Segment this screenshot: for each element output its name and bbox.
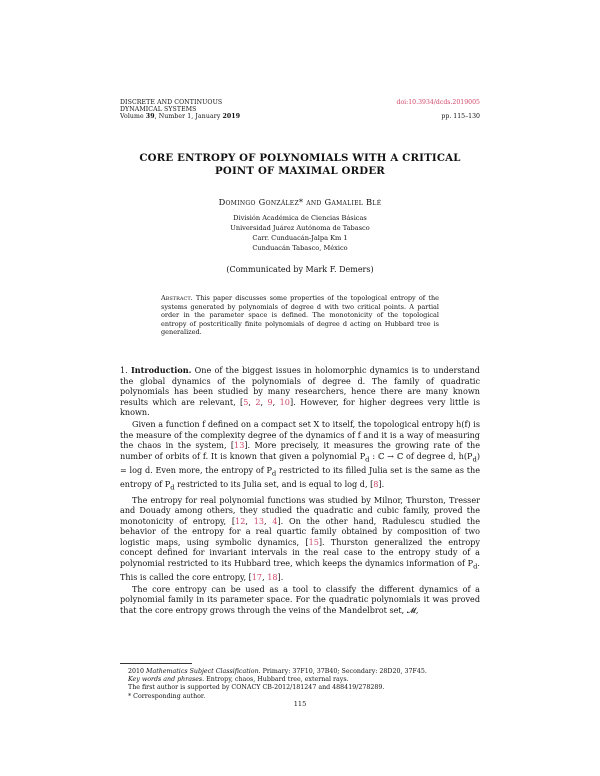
citation[interactable]: 18 [267, 571, 278, 582]
citation[interactable]: 12 [235, 515, 246, 526]
journal-name-line1: DISCRETE AND CONTINUOUS [120, 99, 223, 106]
citation[interactable]: 17 [251, 571, 263, 582]
footnote-rule [120, 663, 192, 664]
citation[interactable]: 15 [308, 536, 319, 547]
citation[interactable]: 9 [267, 396, 273, 407]
citation[interactable]: 5 [243, 396, 249, 407]
paragraph-4: The core entropy can be used as a tool to classify the different dynamics of a polynomial family in its parameter space. For the quadratic polynomials it was proved that the core entropy grows through the veins of the Mandelbrot set, 𝓜, [120, 583, 480, 615]
citation[interactable]: 10 [279, 396, 290, 407]
citation[interactable]: 2 [255, 396, 261, 407]
citation[interactable]: 13 [253, 515, 264, 526]
paper-title: CORE ENTROPY OF POLYNOMIALS WITH A CRITICAL POINT OF MAXIMAL ORDER [139, 152, 461, 177]
abstract [161, 294, 439, 337]
paragraph-1: 1. Introduction. One of the biggest issues in holomorphic dynamics is to understand the global dynamics of the polynomials of degree d. The family of quadratic polynomials has been studied by many researchers, hence there are many known results which are relevant, [5, 2, 9, 10]. However, for higher degrees very little is known. [120, 365, 480, 417]
citation[interactable]: 4 [272, 515, 278, 526]
footnote-funding: The first author is supported by CONACY CB-2012/181247 and 488419/278289. [128, 684, 385, 692]
paragraph-2: Given a function f defined on a compact set X to itself, the topological entropy h(f) is the measure of the complexity degree of the dynamics of f and it is a way of measuring the chaos in the system, [13]. More precisely, it measures the growing rate of the number of orbits of f. It is known that given a polynomial $P_d$ : ℂ → ℂ of degree d, $h(P_d) = \log d$. Even more, the entropy of $P_d$ restricted to its filled Julia set is the same as the entropy of $P_d$ restricted to its Julia set, and is equal to log d, [8]. [120, 419, 480, 492]
journal-name-line2: DYNAMICAL SYSTEMS [120, 106, 197, 114]
page-range: pp. 115–130 [441, 113, 480, 121]
citation[interactable]: 8 [373, 478, 379, 489]
doi-header [396, 99, 480, 121]
footnote-corresponding: * Corresponding author. [128, 692, 206, 700]
doi-link[interactable]: doi:10.3934/dcds.2019005 [396, 99, 480, 106]
volume-line: Volume 39, Number 1, January 2019 [120, 113, 241, 121]
footnote-msc: 2010 Mathematics Subject Classification. Primary: 37F10, 37B40; Secondary: 28D20, 37F45. [128, 668, 427, 675]
page-number: 115 [293, 700, 307, 708]
authors: Domingo González* and Gamaliel Blé [218, 197, 382, 207]
citation[interactable]: 13 [234, 440, 245, 451]
body-text [120, 365, 480, 617]
journal-header [120, 99, 240, 121]
communicated-by: (Communicated by Mark F. Demers) [226, 265, 374, 274]
footnote-keywords: Key words and phrases. Entropy, chaos, Hubbard tree, external rays. [128, 676, 349, 684]
abstract-label: Abstract. [161, 294, 193, 302]
affiliation: División Académica de Ciencias Básicas Universidad Juárez Autónoma de Tabasco Carr. Cunduacán-Jalpa Km 1 Cunduacán Tabasco, México [230, 214, 370, 253]
abstract-text: This paper discusses some properties of the topological entropy of the systems generated by polynomials of degree d with two critical points. A partial order in the parameter space is defined. The monotonicity of the topological entropy of postcritically finite polynomials of degree d acting on Hubbard tree is generalized. [161, 294, 439, 337]
paragraph-3: The entropy for real polynomial functions was studied by Milnor, Thurston, Tresser and Douady among others, they studied the quadratic and cubic family, proved the monotonicity of entropy, [12, 13, 4]. On the other hand, Radulescu studied the behavior of the entropy for a real quartic family obtained by composition of two logistic maps, using symbolic dynamics, [15]. Thurston generalized the entropy concept defined for invariant intervals in the real case to the entropy study of a polynomial restricted to its Hubbard tree, which keeps the dynamics information of $P_d$. This is called the core entropy, [17, 18]. [120, 494, 480, 582]
section-heading: Introduction. [130, 365, 192, 375]
footnotes [120, 668, 480, 701]
